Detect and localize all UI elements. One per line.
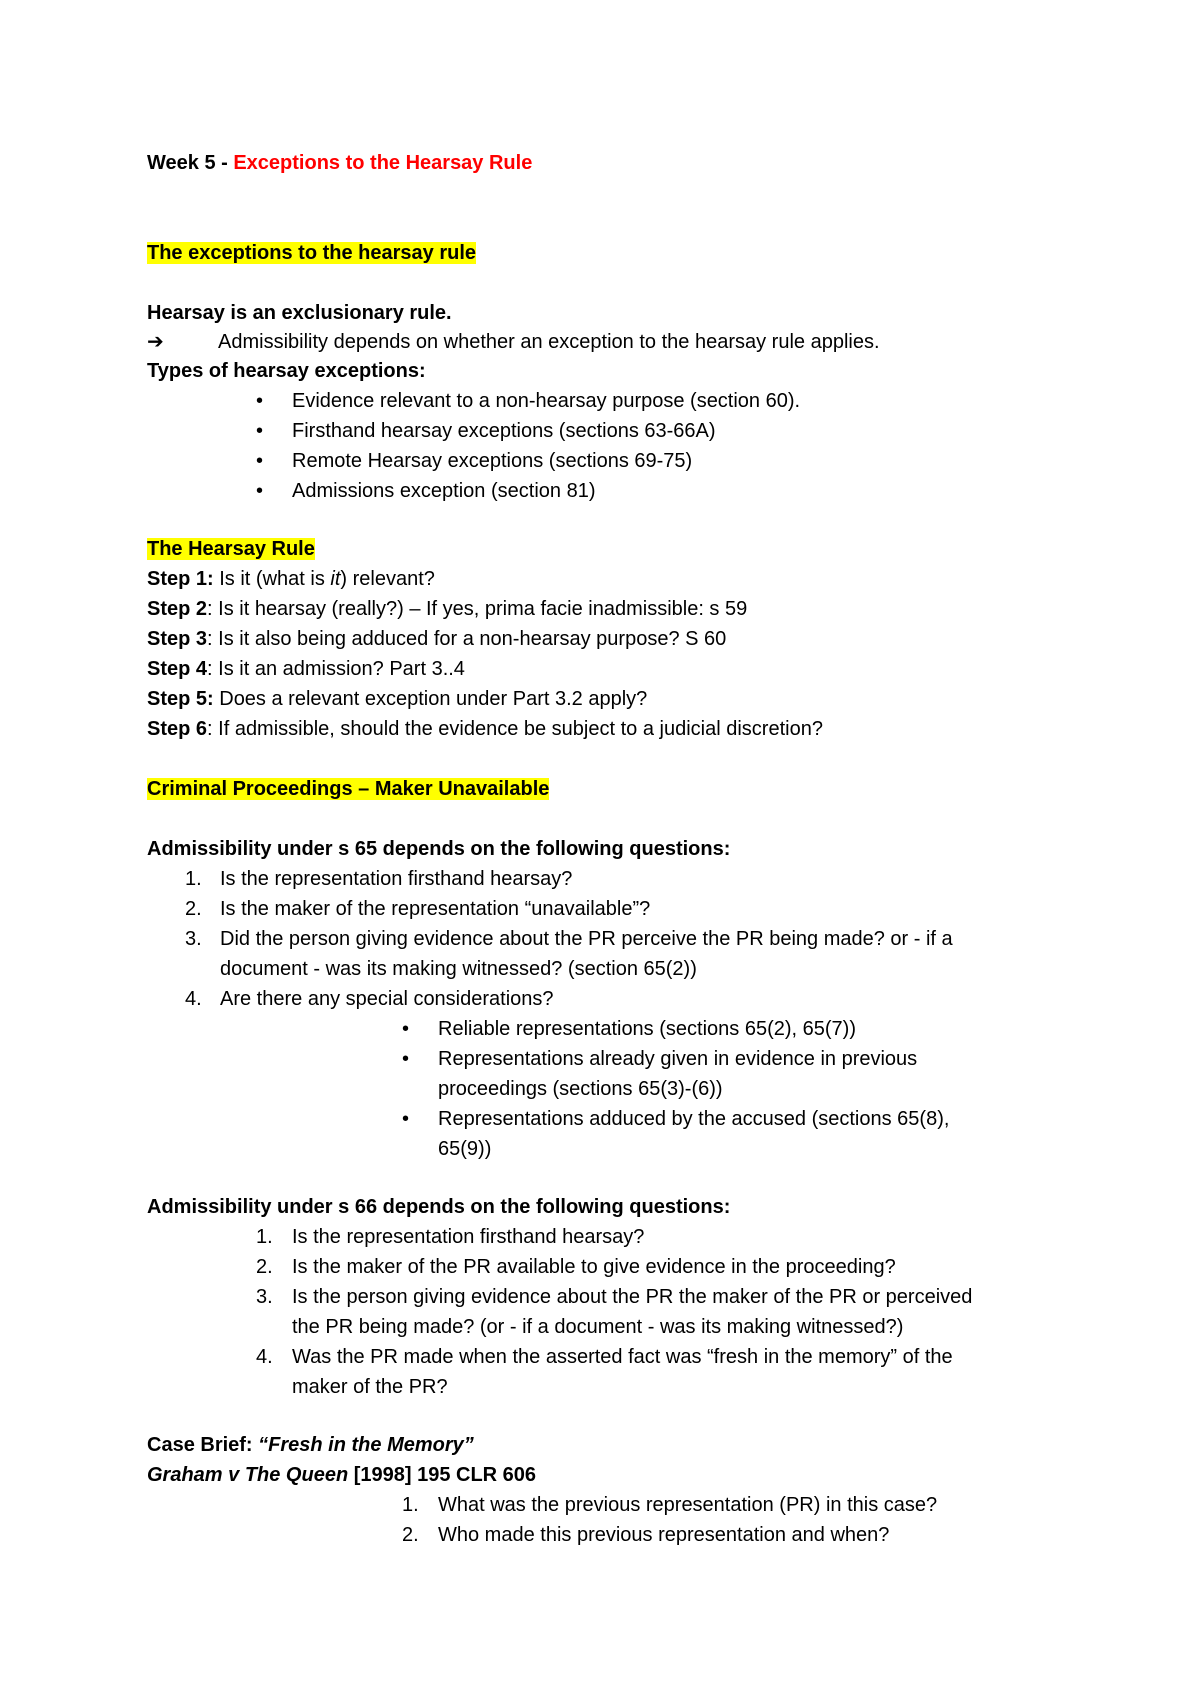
item-text: Who made this previous representation and when?	[438, 1524, 890, 1546]
case-citation	[147, 1462, 536, 1488]
arrow-right-icon: ➔	[147, 331, 164, 353]
step-row	[147, 716, 823, 742]
list-item-text: Admissions exception (section 81)	[292, 480, 596, 502]
list-item-text: Remote Hearsay exceptions (sections 69-75)	[292, 450, 693, 472]
step-label: Step 1:	[147, 568, 214, 590]
item-number: 3.	[185, 928, 202, 950]
section-heading-hearsay-rule	[147, 536, 315, 562]
item-number: 4.	[256, 1346, 273, 1368]
item-text: Was the PR made when the asserted fact was “fresh in the memory” of the	[292, 1346, 953, 1368]
item-text: Is the person giving evidence about the PR the maker of the PR or perceived	[292, 1286, 973, 1308]
item-text-cont: document - was its making witnessed? (section 65(2))	[220, 958, 697, 980]
list-item-text: Evidence relevant to a non-hearsay purpose (section 60).	[292, 390, 801, 412]
s66-label: Admissibility under s 66 depends on the following questions:	[147, 1196, 731, 1218]
case-brief-label: Case Brief:	[147, 1434, 259, 1456]
item-text-cont: maker of the PR?	[292, 1376, 448, 1398]
step-row	[147, 686, 647, 712]
item-text: Are there any special considerations?	[220, 988, 554, 1010]
step-text-end: ) relevant?	[340, 568, 435, 590]
step-text: : If admissible, should the evidence be subject to a judicial discretion?	[207, 718, 823, 740]
case-reference: [1998] 195 CLR 606	[348, 1464, 537, 1486]
item-number: 3.	[256, 1286, 273, 1308]
bullet-icon: •	[256, 420, 264, 442]
step-label: Step 3	[147, 628, 208, 650]
item-text: Is the maker of the PR available to give evidence in the proceeding?	[292, 1256, 896, 1278]
highlighted-heading: The Hearsay Rule	[147, 538, 315, 560]
highlighted-heading: The exceptions to the hearsay rule	[147, 242, 476, 264]
step-row	[147, 566, 435, 592]
case-brief-heading	[147, 1432, 474, 1458]
arrow-point-text: Admissibility depends on whether an exception to the hearsay rule applies.	[218, 331, 880, 353]
list-item-text: Representations adduced by the accused (sections 65(8),	[438, 1108, 950, 1130]
bullet-icon: •	[256, 390, 264, 412]
step-row	[147, 626, 726, 652]
list-item-text-cont: 65(9))	[438, 1138, 492, 1160]
item-text-cont: the PR being made? (or - if a document - was its making witnessed?)	[292, 1316, 904, 1338]
title-prefix: Week 5 -	[147, 152, 234, 174]
step-text: Does a relevant exception under Part 3.2 apply?	[213, 688, 648, 710]
types-label: Types of hearsay exceptions:	[147, 360, 426, 382]
section-heading-criminal-proceedings	[147, 776, 549, 802]
item-text: What was the previous representation (PR) in this case?	[438, 1494, 938, 1516]
bullet-icon: •	[402, 1048, 410, 1070]
item-number: 2.	[185, 898, 202, 920]
item-number: 2.	[402, 1524, 419, 1546]
step-row	[147, 596, 747, 622]
item-number: 1.	[185, 868, 202, 890]
step-text: : Is it also being adduced for a non-hearsay purpose? S 60	[207, 628, 727, 650]
item-number: 1.	[402, 1494, 419, 1516]
step-emphasis: it	[330, 568, 341, 590]
item-text: Is the representation firsthand hearsay?	[220, 868, 573, 890]
step-label: Step 2	[147, 598, 208, 620]
step-text: : Is it hearsay (really?) – If yes, prima facie inadmissible: s 59	[207, 598, 748, 620]
case-name: Graham v The Queen	[147, 1464, 349, 1486]
step-text: : Is it an admission? Part 3..4	[207, 658, 465, 680]
step-text: Is it (what is	[213, 568, 331, 590]
list-item-text: Firsthand hearsay exceptions (sections 63-66A)	[292, 420, 716, 442]
step-label: Step 5:	[147, 688, 214, 710]
lead-text: Hearsay is an exclusionary rule.	[147, 302, 452, 324]
title-topic: Exceptions to the Hearsay Rule	[233, 152, 533, 174]
bullet-icon: •	[402, 1018, 410, 1040]
bullet-icon: •	[256, 480, 264, 502]
item-text: Is the maker of the representation “unavailable”?	[220, 898, 651, 920]
list-item-text: Reliable representations (sections 65(2), 65(7))	[438, 1018, 856, 1040]
section-heading-exceptions	[147, 240, 476, 266]
item-number: 2.	[256, 1256, 273, 1278]
item-text: Is the representation firsthand hearsay?	[292, 1226, 645, 1248]
item-text: Did the person giving evidence about the PR perceive the PR being made? or - if a	[220, 928, 953, 950]
item-number: 1.	[256, 1226, 273, 1248]
step-label: Step 6	[147, 718, 208, 740]
step-label: Step 4	[147, 658, 208, 680]
highlighted-heading: Criminal Proceedings – Maker Unavailable	[147, 778, 550, 800]
item-number: 4.	[185, 988, 202, 1010]
bullet-icon: •	[402, 1108, 410, 1130]
step-row	[147, 656, 465, 682]
list-item-text-cont: proceedings (sections 65(3)-(6))	[438, 1078, 723, 1100]
bullet-icon: •	[256, 450, 264, 472]
page-title	[147, 150, 532, 176]
case-brief-title: “Fresh in the Memory”	[258, 1434, 474, 1456]
s65-label: Admissibility under s 65 depends on the following questions:	[147, 838, 731, 860]
list-item-text: Representations already given in evidence in previous	[438, 1048, 918, 1070]
